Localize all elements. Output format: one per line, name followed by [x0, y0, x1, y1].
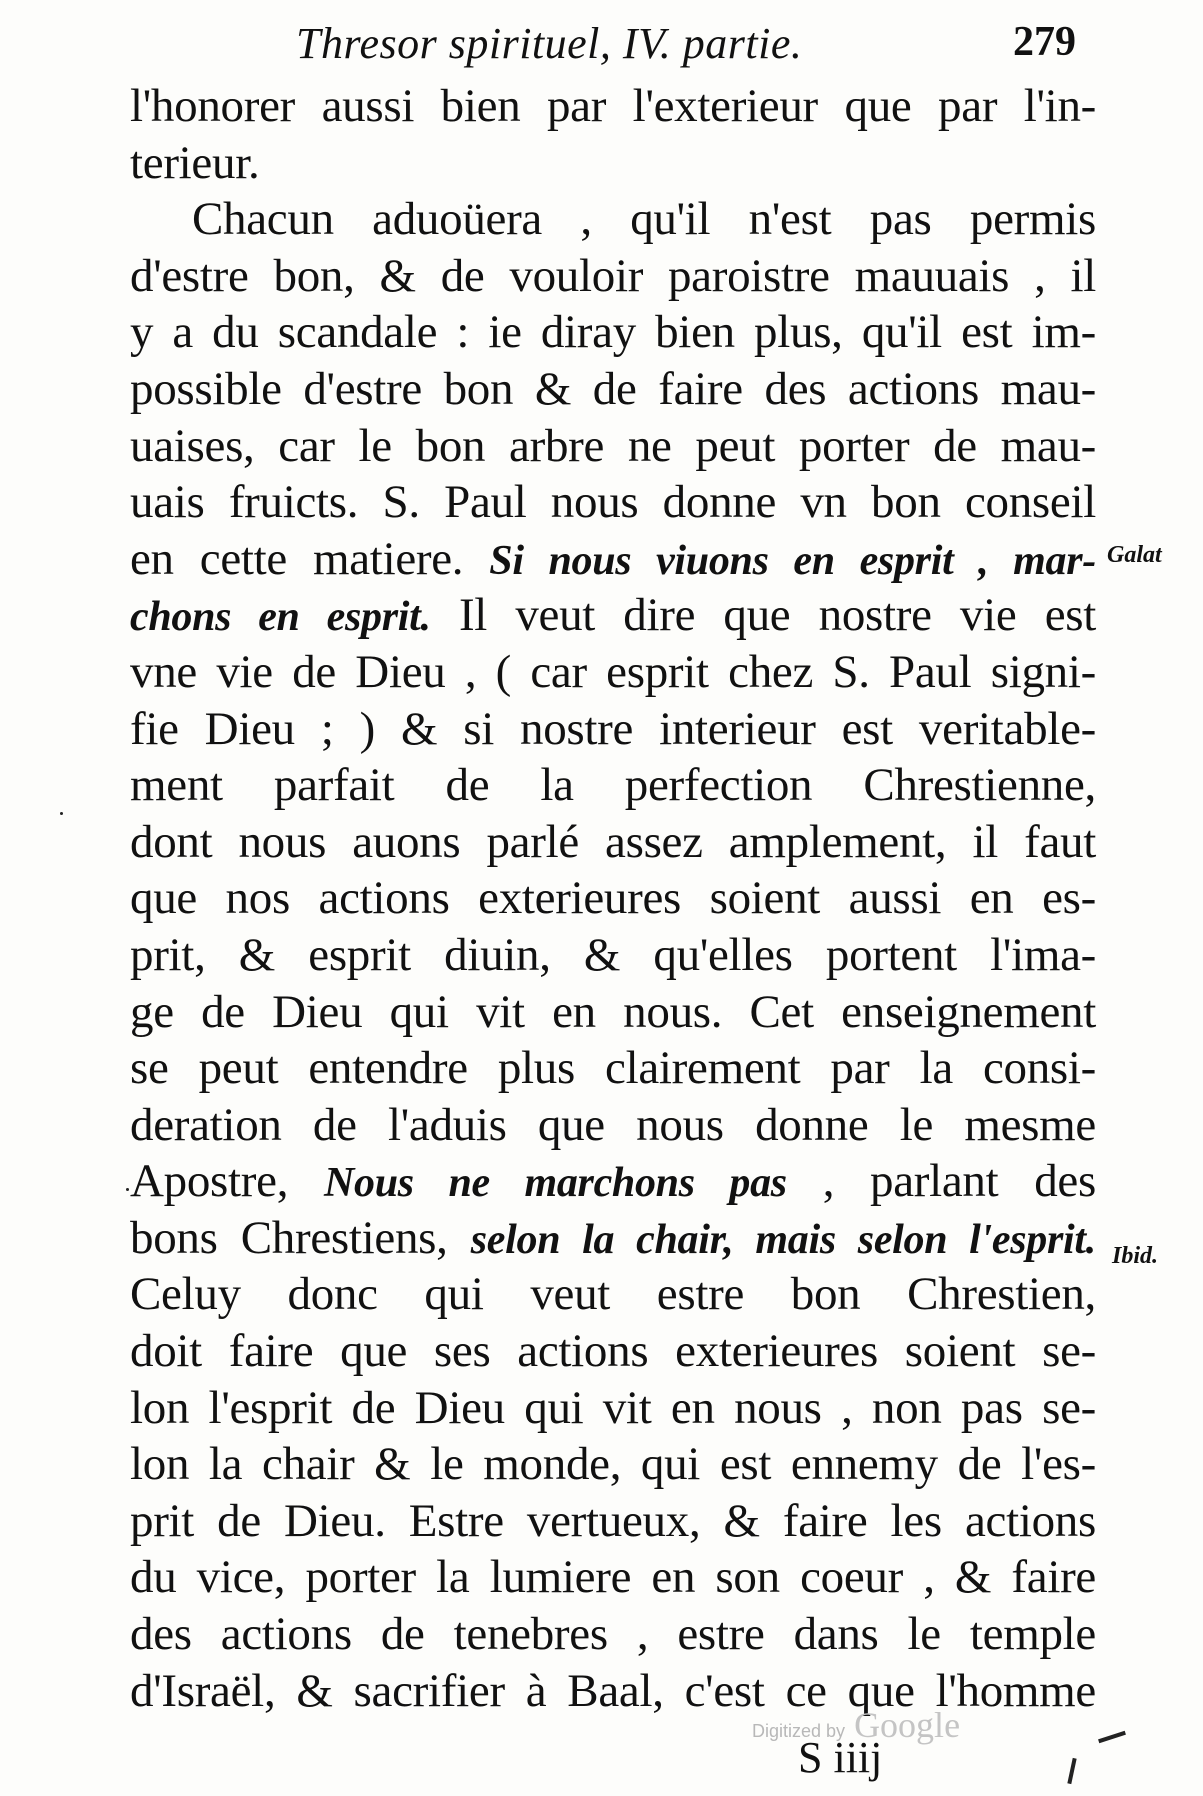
text-line [130, 1210, 1096, 1267]
text-line: y a du scandale : ie diray bien plus, qu'il est im- [130, 306, 1096, 359]
running-title: Thresor spirituel, IV. partie. [296, 19, 803, 68]
text-line: que nos actions exterieures soient aussi en es- [130, 872, 1096, 925]
text-line: Celuy donc qui veut estre bon Chrestien, [130, 1268, 1096, 1321]
text-segment: en cette matiere. [130, 532, 464, 585]
page-footer [700, 1704, 1160, 1784]
ink-speck [60, 812, 63, 815]
text-segment: , parlant des [822, 1155, 1096, 1208]
text-line: prit de Dieu. Estre vertueux, & faire les actions [130, 1494, 1096, 1547]
text-line: terieur. [130, 136, 260, 189]
page-header [296, 18, 1076, 68]
watermark-prefix: Digitized by [752, 1721, 846, 1741]
text-line: d'estre bon, & de vouloir paroistre mauuais , il [130, 249, 1096, 302]
text-line: vne vie de Dieu , ( car esprit chez S. Paul signi- [130, 645, 1096, 698]
text-line: doit faire que ses actions exterieures soient se- [130, 1325, 1096, 1378]
text-line: uaises, car le bon arbre ne peut porter de mau- [130, 419, 1096, 472]
watermark-brand: Google [854, 1705, 961, 1745]
text-line: possible d'estre bon & de faire des actions mau- [130, 362, 1096, 415]
text-line: des actions de tenebres , estre dans le temple [130, 1608, 1096, 1661]
text-line: lon la chair & le monde, qui est ennemy de l'es- [130, 1438, 1096, 1491]
page-number: 279 [1013, 19, 1076, 65]
text-segment: bons Chrestiens, [130, 1211, 448, 1264]
text-line: deration de l'aduis que nous donne le mesme [130, 1098, 1096, 1151]
text-line: uais fruicts. S. Paul nous donne vn bon conseil [130, 476, 1096, 529]
text-line: lon l'esprit de Dieu qui vit en nous , non pas se- [130, 1381, 1096, 1434]
text-line [130, 531, 1096, 588]
scripture-quote: Si nous viuons en esprit , mar- [489, 537, 1096, 584]
text-line: du vice, porter la lumiere en son coeur , & faire [130, 1551, 1096, 1604]
text-line: se peut entendre plus clairement par la consi- [130, 1042, 1096, 1095]
text-line [130, 1153, 1096, 1210]
text-line [130, 587, 1096, 644]
ink-speck [126, 1188, 129, 1191]
margin-note-galat: Galat [1107, 542, 1162, 568]
text-line: l'honorer aussi bien par l'exterieur que par l'in- [130, 80, 1096, 132]
text-line: d'Israël, & sacrifier à Baal, c'est ce que l'homme [130, 1664, 1096, 1717]
margin-note-ibid: Ibid. [1112, 1243, 1159, 1269]
scripture-quote: Nous ne marchons pas [324, 1160, 787, 1207]
text-segment: Il veut dire que nostre vie est [458, 589, 1097, 642]
text-line: prit, & esprit diuin, & qu'elles portent l'ima- [130, 928, 1096, 981]
text-line: ment parfait de la perfection Chrestienne, [130, 759, 1096, 812]
text-line: fie Dieu ; ) & si nostre interieur est veritable- [130, 702, 1096, 755]
text-line: dont nous auons parlé assez amplement, il faut [130, 815, 1096, 868]
text-segment: Apostre, [130, 1155, 289, 1208]
text-line: ge de Dieu qui vit en nous. Cet enseignement [130, 985, 1096, 1038]
signature-mark: S iiij [798, 1733, 883, 1782]
scripture-quote: selon la chair, mais selon l'esprit. [470, 1216, 1096, 1263]
scripture-quote: chons en esprit. [130, 594, 431, 641]
body-text [130, 78, 1096, 1719]
text-line: Chacun aduoüera , qu'il n'est pas permis [192, 193, 1096, 246]
